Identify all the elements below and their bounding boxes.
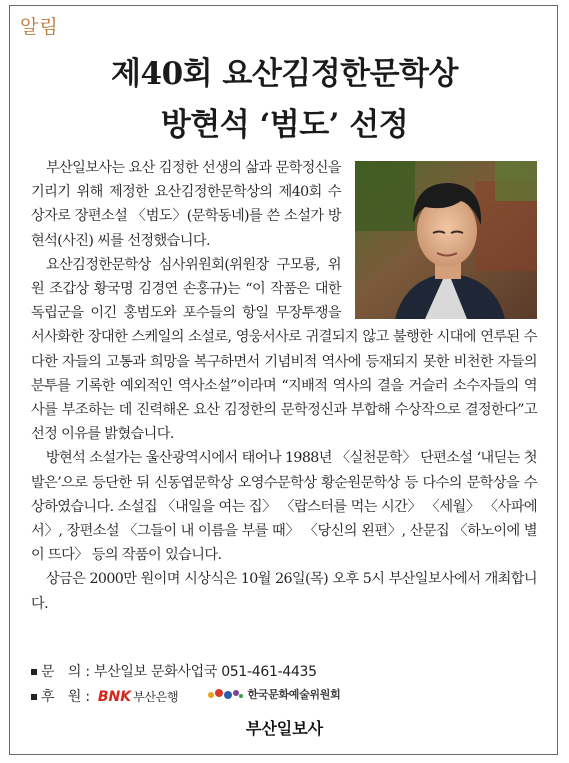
bnk-logo-text: BNK xyxy=(97,689,132,705)
inquiry-value: : 부산일보 문화사업국 051-461-4435 xyxy=(85,664,317,680)
sponsor-label: 후 원 xyxy=(41,689,82,705)
author-portrait-image xyxy=(355,161,537,319)
author-photo xyxy=(355,161,537,319)
headline-line2: 방현석 ‘범도’ 선정 xyxy=(160,107,409,143)
paragraph-4: 상금은 2000만 원이며 시상식은 10월 26일(목) 오후 5시 부산일보사에서 개최합니다. xyxy=(31,571,537,612)
headline-line1: 제40회 요산김정한문학상 xyxy=(111,56,458,92)
sponsor-colon: : xyxy=(85,689,90,705)
inquiry-label: 문 의 xyxy=(41,664,82,680)
arts-council-emblem-icon xyxy=(206,687,244,701)
arts-council-name: 한국문화예술위원회 xyxy=(247,688,341,701)
bullet-square-icon xyxy=(31,669,37,675)
sponsor-line xyxy=(31,686,340,706)
inquiry-line xyxy=(31,661,317,681)
paragraph-1: 부산일보사는 요산 김정한 선생의 삶과 문학정신을 기리기 위해 제정한 요산김정한문학상의 제40회 수상자로 장편소설 〈범도〉(문학동네)를 쓴 소설가 방현석(사진) 씨를 선정했습니다. xyxy=(31,160,341,249)
bullet-square-icon xyxy=(31,694,37,700)
notice-tag: 알림 xyxy=(20,16,59,38)
bank-name: 부산은행 xyxy=(133,690,179,704)
publisher-footer: 부산일보사 xyxy=(245,719,324,738)
arts-council-logo xyxy=(206,686,340,702)
bnk-logo xyxy=(98,689,183,705)
paragraph-3: 방현석 소설가는 울산광역시에서 태어나 1988년 〈실천문학〉 단편소설 ‘내딛는 첫 발은’으로 등단한 뒤 신동엽문학상 오영수문학상 황순원문학상 등 다수의 문학상을 수상하였습니다. 소설집 〈내일을 여는 집〉 〈랍스터를 먹는 시간〉 〈세월〉 〈사파에서〉, 장편소설 〈그들이 내 이름을 부를 때〉 〈당신의 왼편〉, 산문집 〈하노이에 별이 뜨다〉 등의 작품이 있습니다. xyxy=(31,450,537,564)
paragraph-2: 요산김정한문학상 심사위원회(위원장 구모룡, 위원 조갑상 황국명 김경연 손홍규)는 “이 작품은 대한독립군을 이긴 홍범도와 포수들의 항일 무장투쟁을 서사화한 장대한 스케일의 소설로, 영웅서사로 귀결되지 않고 불행한 시대에 연루된 수다한 자들의 고통과 희망을 복구하면서 기념비적 역사에 등재되지 못한 비천한 자들의 분투를 기록한 예외적인 역사소설”이라며 “지배적 역사의 결을 거슬러 소수자들의 역사를 부조하는 데 진력해온 요산 김정한의 문학정신과 부합해 수상작으로 결정한다”고 선정 이유를 밝혔습니다. xyxy=(31,256,537,443)
